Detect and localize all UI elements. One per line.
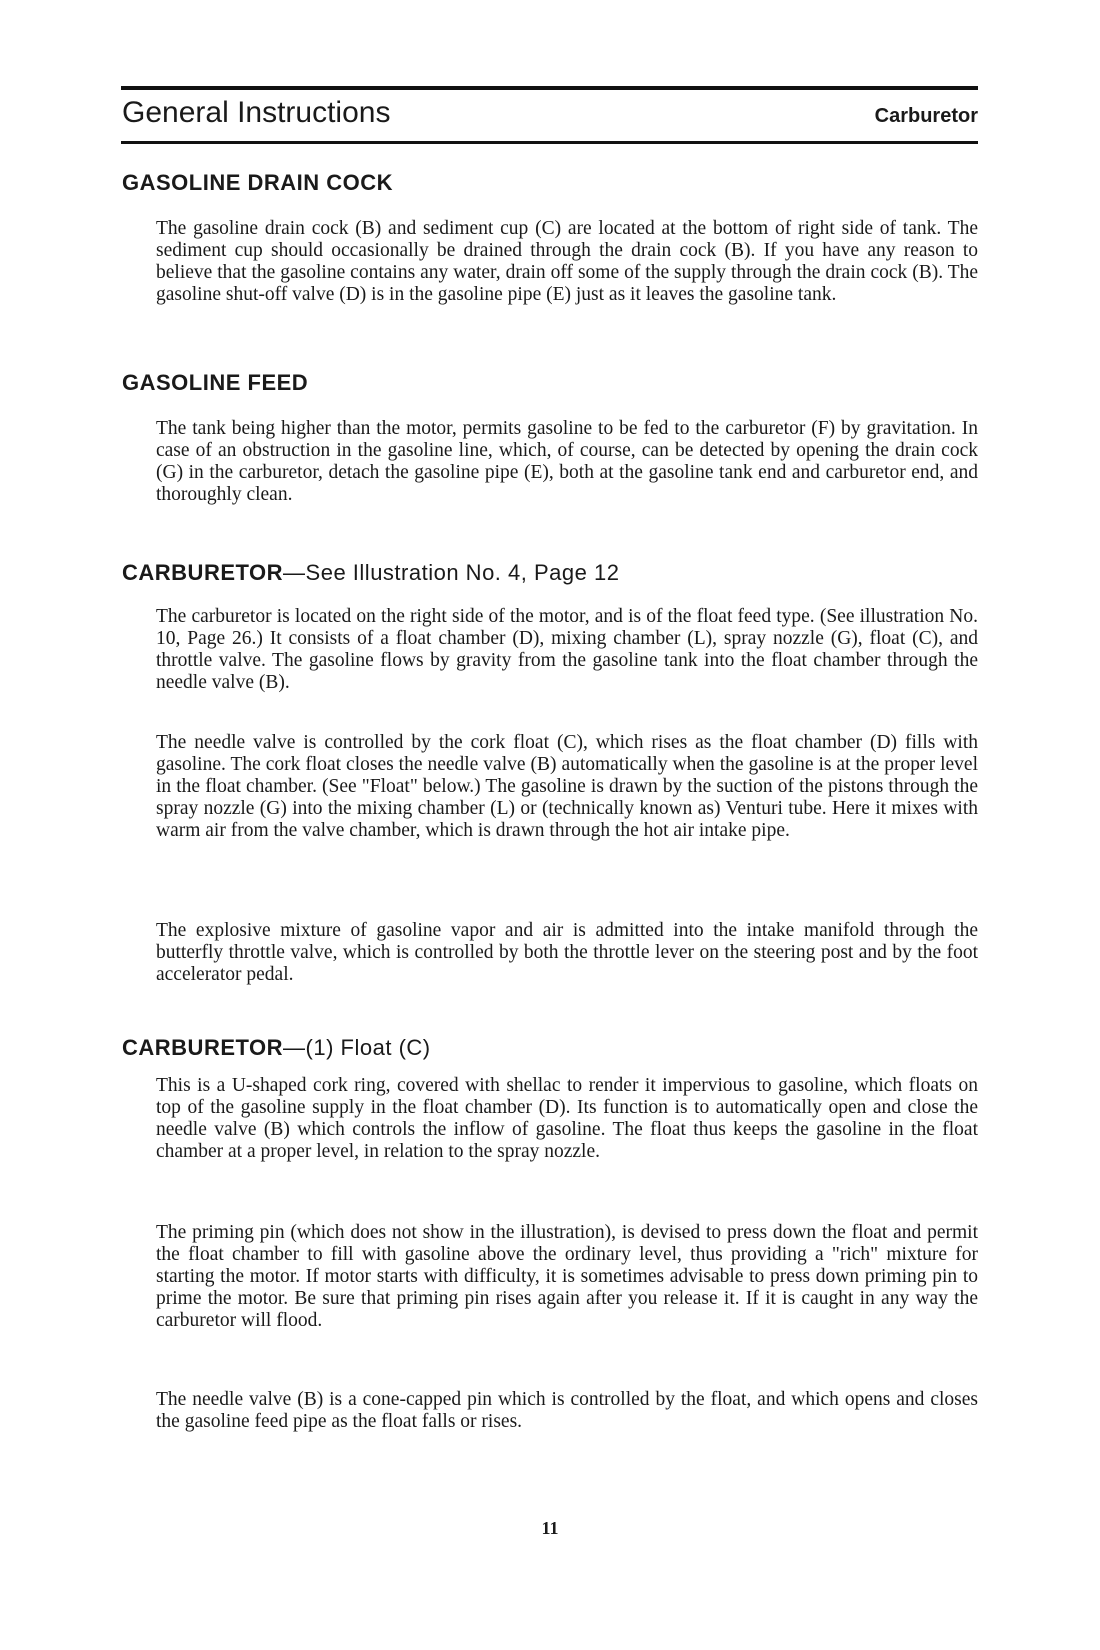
header-rule-bottom — [121, 141, 978, 144]
paragraph-needle-valve: The needle valve (B) is a cone-capped pin which is controlled by the float, and which opens and closes the gasoline feed pipe as the float falls or rises. — [156, 1389, 978, 1432]
running-header-section: Carburetor — [874, 105, 978, 127]
paragraph-float-description: This is a U-shaped cork ring, covered with shellac to render it impervious to gasoline, which floats on top of the gasoline supply in the float chamber (D). Its function is to automatically open and close the needle valve (B) which controls the inflow of gasoline. The float thus keeps the gasoline in the float chamber at a proper level, in relation to the spray nozzle. — [156, 1075, 978, 1162]
page-number: 11 — [541, 1518, 559, 1538]
section-heading-text: GASOLINE FEED — [122, 370, 309, 395]
section-heading-rest: —(1) Float (C) — [283, 1035, 431, 1060]
section-heading-rest: —See Illustration No. 4, Page 12 — [283, 560, 620, 585]
section-heading-lead: CARBURETOR — [122, 1035, 284, 1060]
section-heading-drain-cock — [122, 170, 393, 196]
running-header-title: General Instructions — [122, 96, 391, 129]
paragraph-carburetor-location: The carburetor is located on the right side of the motor, and is of the float feed type. (See illustration No. 10, Page 26.) It consists of a float chamber (D), mixing chamber (L), spray nozzle (G), float (C), and throttle valve. The gasoline flows by gravity from the gasoline tank into the float chamber through the needle valve (B). — [156, 606, 978, 693]
section-heading-float — [122, 1035, 431, 1061]
header-rule-top — [121, 86, 978, 90]
paragraph-drain-cock: The gasoline drain cock (B) and sediment cup (C) are located at the bottom of right side of tank. The sediment cup should occasionally be drained through the drain cock (B). If you have any reason to believe that the gasoline contains any water, drain off some of the supply through the drain cock (B). The gasoline shut-off valve (D) is in the gasoline pipe (E) just as it leaves the gasoline tank. — [156, 218, 978, 305]
section-heading-gasoline-feed — [122, 370, 308, 396]
paragraph-gasoline-feed: The tank being higher than the motor, permits gasoline to be fed to the carburetor (F) by gravitation. In case of an obstruction in the gasoline line, which, of course, can be detected by opening the drain cock (G) in the carburetor, detach the gasoline pipe (E), both at the gasoline tank end and carburetor end, and thoroughly clean. — [156, 418, 978, 505]
paragraph-needle-valve-control: The needle valve is controlled by the cork float (C), which rises as the float chamber (D) fills with gasoline. The cork float closes the needle valve (B) automatically when the gasoline is at the proper level in the float chamber. (See "Float" below.) The gasoline is drawn by the suction of the pistons through the spray nozzle (G) into the mixing chamber (L) or (technically known as) Venturi tube. Here it mixes with warm air from the valve chamber, which is drawn through the hot air intake pipe. — [156, 732, 978, 841]
section-heading-lead: CARBURETOR — [122, 560, 284, 585]
section-heading-text: GASOLINE DRAIN COCK — [122, 170, 394, 195]
paragraph-priming-pin: The priming pin (which does not show in the illustration), is devised to press down the float and permit the float chamber to fill with gasoline above the ordinary level, thus providing a "rich" mixture for starting the motor. If motor starts with difficulty, it is sometimes advisable to press down priming pin to prime the motor. Be sure that priming pin rises again after you release it. If it is caught in any way the carburetor will flood. — [156, 1222, 978, 1331]
section-heading-carburetor — [122, 560, 619, 586]
paragraph-explosive-mixture: The explosive mixture of gasoline vapor and air is admitted into the intake manifold through the butterfly throttle valve, which is controlled by both the throttle lever on the steering post and by the foot accelerator pedal. — [156, 920, 978, 985]
